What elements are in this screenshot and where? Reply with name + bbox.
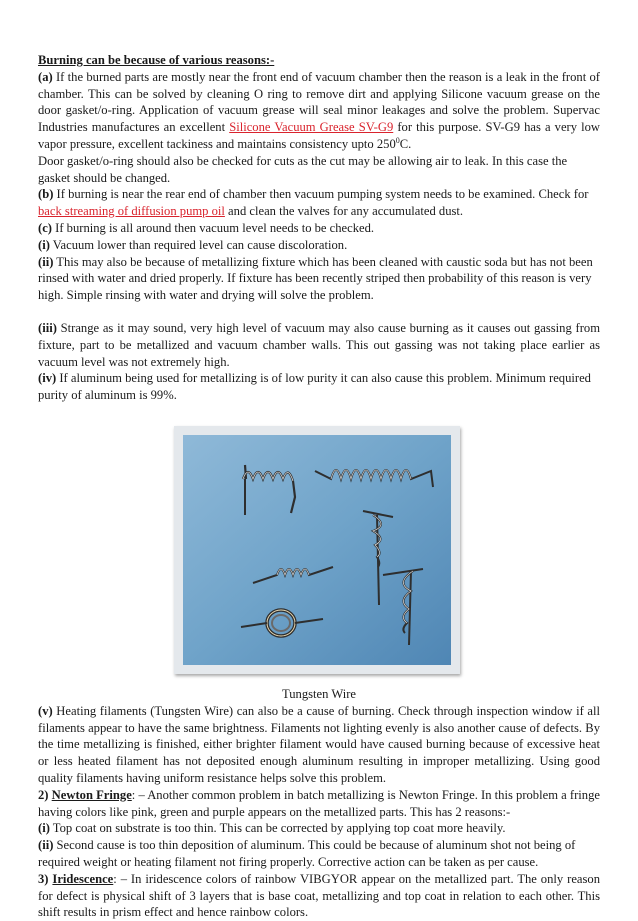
paragraph-text: : – In iridescence colors of rainbow VIBGYOR appear on the metallized part. The only reason for defect is physical shift of 3 layers that is base coat, metallizing and top coat in relation to each other. This shift results in prism effect and hence rainbow colors.: [38, 871, 600, 920]
degree-superscript: 0: [395, 135, 400, 145]
item-label: (a): [38, 69, 53, 84]
item-label: (iv): [38, 371, 57, 386]
paragraph-text: Heating filaments (Tungsten Wire) can also be a cause of burning. Check through inspection window if all filaments appear to have the same brightness. Filaments not lighting evenly is also another cause of defects. By the time metallizing is finished, either brighter filament would have caused burning because of excessive heat or less heated filament has not deposited enough aluminum resulting in improper metallizing. Using good quality filaments having uniform resistance helps solve this problem.: [38, 703, 600, 785]
section-heading: [38, 52, 600, 69]
item-label: (i): [38, 821, 50, 836]
burning-heading: Burning can be because of various reasons:-: [38, 53, 275, 67]
newton-reason-i: [38, 820, 600, 837]
paragraph-text: Top coat on substrate is too thin. This can be corrected by applying top coat more heavily.: [49, 821, 506, 836]
paragraph-gasket: Door gasket/o-ring should also be checked for cuts as the cut may be allowing air to leak. In this case the gasket should be changed.: [38, 153, 568, 185]
paragraph-iv: [38, 370, 600, 404]
figure-caption: Tungsten Wire: [281, 686, 356, 701]
paragraph-text: This may also be because of metallizing fixture which has been cleaned with caustic soda but has not been rinsed with water and dried properly. If fixture has been recently striped then probability of this reason is very high. Simple rinsing with water and drying will solve the problem.: [38, 254, 593, 303]
paragraph-b: [38, 186, 600, 220]
paragraph-text: for this purpose. SV-G9 has a very low vapor pressure, excellent tackiness and maintains consistency upto 250: [38, 120, 601, 151]
paragraph-text: If burning is all around then vacuum level needs to be checked.: [51, 220, 375, 235]
section-number: 3): [38, 871, 49, 886]
photo-frame: [174, 426, 460, 674]
iridescence-title: Iridescence: [52, 871, 114, 886]
photo-background: [183, 435, 451, 665]
paragraph-a: [38, 69, 600, 153]
item-label: (i): [38, 237, 50, 252]
tungsten-wire-figure: [174, 426, 460, 674]
paragraph-text: and clean the valves for any accumulated dust.: [224, 204, 464, 219]
paragraph-text: C.: [399, 136, 412, 151]
paragraph-ii: [38, 254, 600, 304]
paragraph-text: Second cause is too thin deposition of aluminum. This could be because of aluminum shot not being of required weight or heating filament not firing properly. Corrective action can be taken as per cause.: [38, 838, 576, 869]
paragraph-v: [38, 703, 600, 787]
newton-fringe-section: [38, 787, 600, 821]
paragraph-text: If burning is near the rear end of chamber then vacuum pumping system needs to be examined. Check for: [53, 187, 589, 202]
back-streaming-link[interactable]: back streaming of diffusion pump oil: [38, 204, 225, 219]
tungsten-wire-photo: [183, 435, 451, 665]
section-number: 2): [38, 787, 49, 802]
iridescence-section: [38, 871, 600, 921]
paragraph-text: Strange as it may sound, very high level of vacuum may also cause burning as it causes out gassing from fixture, part to be metallized and vacuum chamber walls. This out gassing was not taking place earlier as vacuum level was not extremely high.: [38, 320, 600, 369]
paragraph-c: [38, 220, 600, 237]
item-label: (v): [38, 703, 53, 718]
document-page: [38, 52, 600, 921]
paragraph-text: : – Another common problem in batch metallizing is Newton Fringe. In this problem a fringe having colors like pink, green and purple appears on the metallized parts. This has 2 reasons:-: [38, 787, 600, 819]
newton-fringe-title: Newton Fringe: [51, 787, 132, 802]
item-label: (ii): [38, 838, 54, 853]
paragraph-text: If the burned parts are mostly near the front end of vacuum chamber then the reason is a leak in the front of chamber. This can be solved by cleaning O ring to remove dirt and applying Silicone vacuum grease on the door gasket/o-ring. Application of vacuum grease will seal minor leakages and solve the problem. Supervac Industries manufactures an excellent: [38, 69, 600, 135]
paragraph-text: Vacuum lower than required level can cause discoloration.: [49, 237, 348, 252]
paragraph-text: If aluminum being used for metallizing is of low purity it can also cause this problem. Minimum required purity of aluminum is 99%.: [38, 371, 591, 403]
paragraph-iii: [38, 320, 600, 370]
item-label: (b): [38, 187, 54, 202]
item-label: (ii): [38, 254, 54, 269]
paragraph-i: [38, 237, 600, 254]
newton-reason-ii: [38, 837, 600, 871]
item-label: (c): [38, 220, 52, 235]
silicone-grease-link[interactable]: Silicone Vacuum Grease SV-G9: [229, 120, 394, 135]
item-label: (iii): [38, 320, 57, 335]
